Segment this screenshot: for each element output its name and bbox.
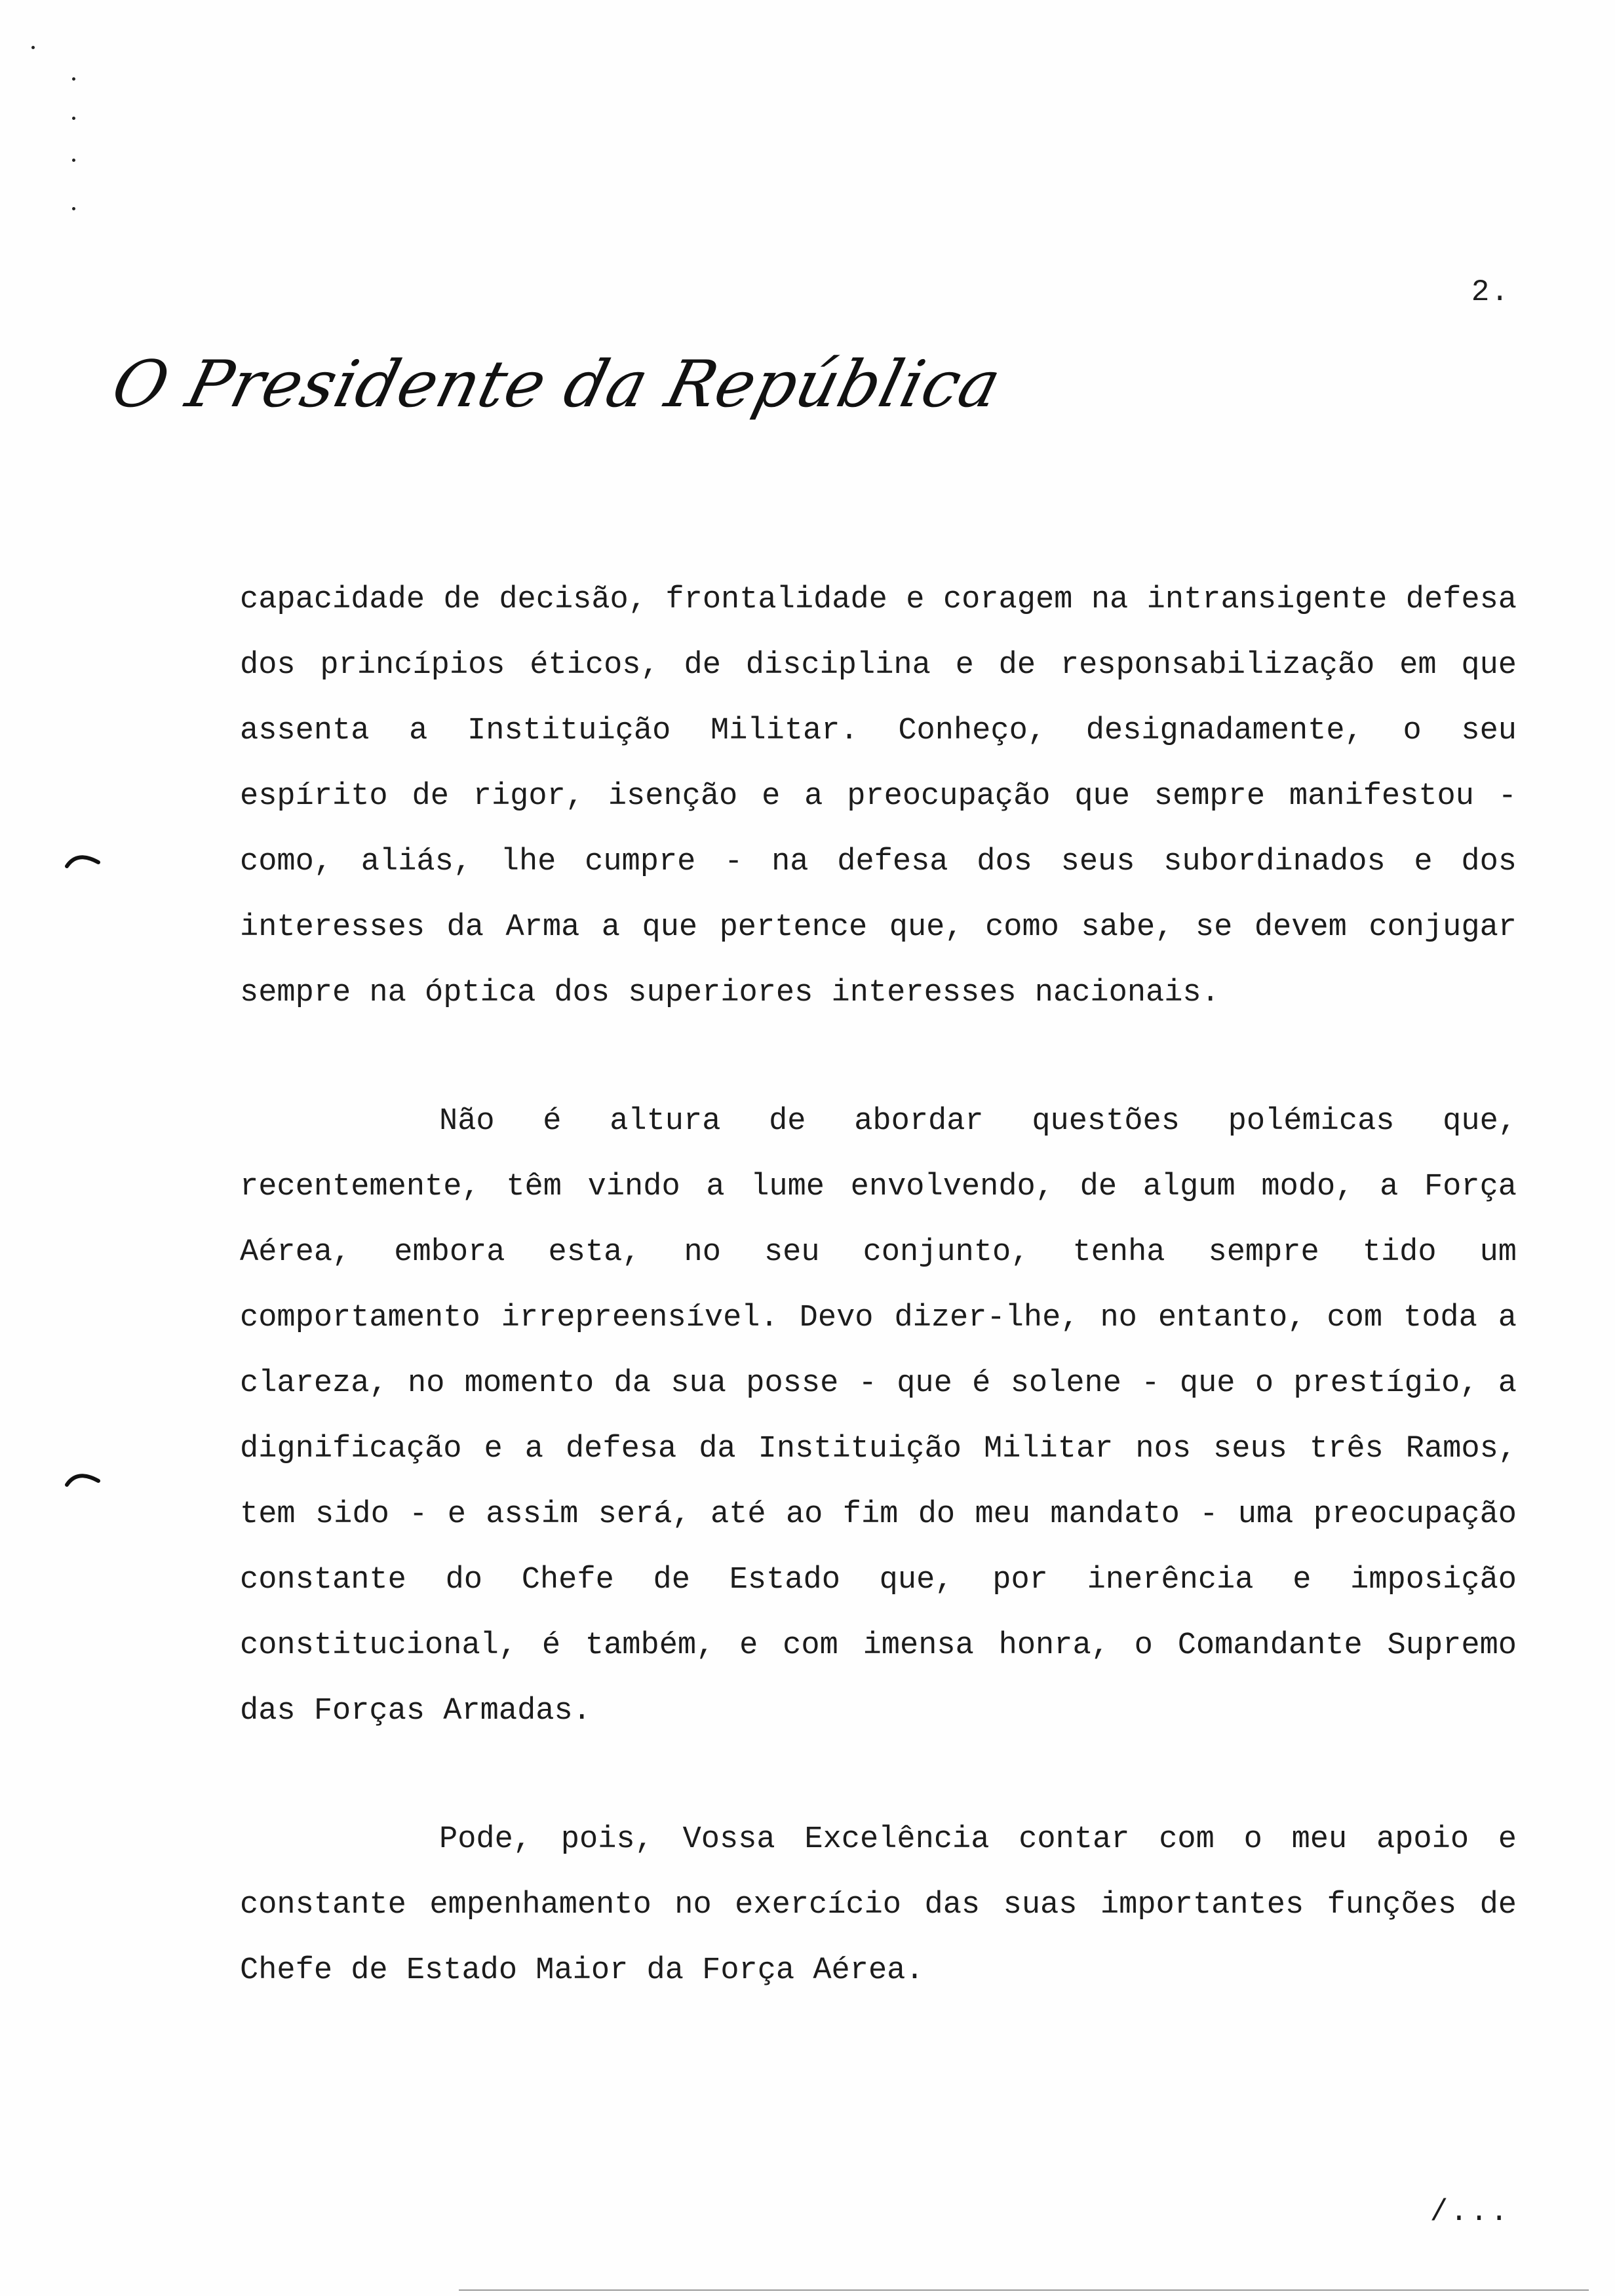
scan-edge-line [459, 2289, 1589, 2291]
page-number: 2. [1471, 275, 1510, 309]
scan-speck [72, 77, 75, 81]
letter-body [240, 567, 1517, 2004]
paragraph-1: capacidade de decisão, frontalidade e coragem na intransigente defesa dos princípios éticos, de disciplina e de responsabilização em que assenta a Instituição Militar. Conheço, designadamente, o seu espírito de rigor, isenção e a preocupação que sempre manifestou - como, aliás, lhe cumpre - na defesa dos seus subordinados e dos interesses da Arma a que pertence que, como sabe, se devem conjugar sempre na óptica dos superiores interesses nacionais. [240, 583, 1517, 1010]
paragraph-2: Não é altura de abordar questões polémicas que, recentemente, têm vindo a lume envolvendo, de algum modo, a Força Aérea, embora esta, no seu conjunto, tenha sempre tido um comportamento irrepreensível. Devo dizer-lhe, no entanto, com toda a clareza, no momento da sua posse - que é solene - que o prestígio, a dignificação e a defesa da Instituição Militar nos seus três Ramos, tem sido - e assim será, até ao fim do meu mandato - uma preocupação constante do Chefe de Estado que, por inerência e imposição constitucional, é também, e com imensa honra, o Comandante Supremo das Forças Armadas. [240, 1104, 1517, 1729]
continuation-mark: /... [1430, 2195, 1510, 2229]
punch-hole-mark [64, 1468, 101, 1487]
scan-speck [31, 46, 35, 49]
paragraph-3: Pode, pois, Vossa Excelência contar com o meu apoio e constante empenhamento no exercício das suas importantes funções de Chefe de Estado Maior da Força Aérea. [240, 1822, 1517, 1988]
scan-speck [72, 117, 75, 120]
scan-speck [72, 207, 75, 210]
punch-hole-mark [64, 849, 101, 869]
scan-speck [72, 159, 75, 162]
letterhead-title: O Presidente da República [105, 347, 1009, 422]
